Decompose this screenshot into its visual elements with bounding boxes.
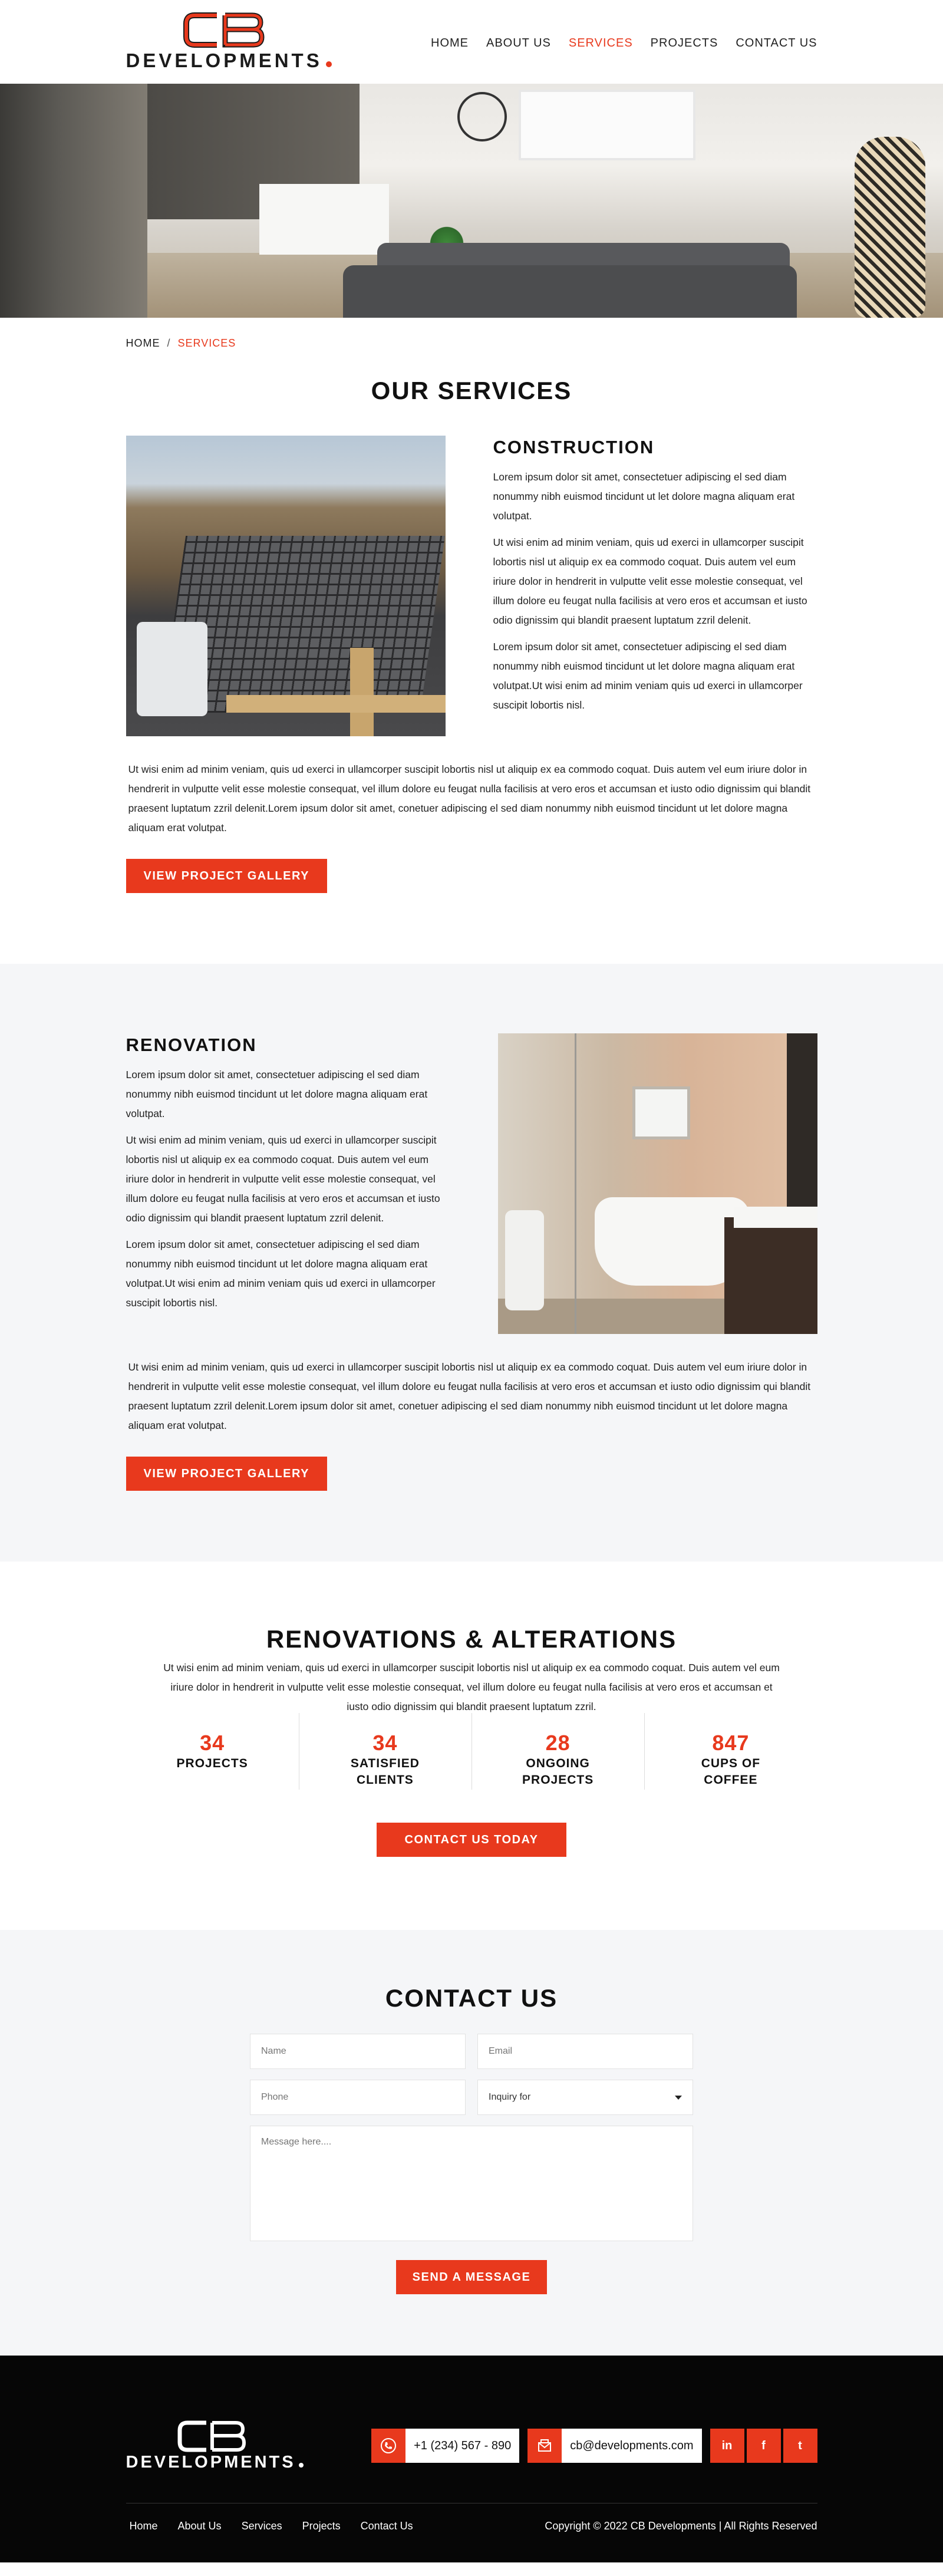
email-field[interactable] <box>477 2034 693 2069</box>
caret-down-icon <box>675 2096 682 2100</box>
footer-link-about-us[interactable]: About Us <box>177 2520 222 2532</box>
renovation-gallery-button[interactable]: VIEW PROJECT GALLERY <box>126 1457 328 1491</box>
construction-tank <box>137 622 207 716</box>
alterations-section <box>0 1562 943 1930</box>
nav-contact-us[interactable]: CONTACT US <box>736 36 817 50</box>
stat-label: SATISFIED CLIENTS <box>350 1757 420 1787</box>
site-footer <box>0 2356 943 2562</box>
bathroom-window <box>632 1086 690 1139</box>
stat-number: 34 <box>200 1731 225 1755</box>
stat-cups-of-coffee <box>644 1731 817 1788</box>
footer-nav <box>126 2520 413 2532</box>
breadcrumb-home[interactable]: HOME <box>126 337 160 349</box>
construction-section <box>0 405 943 964</box>
alterations-text: Ut wisi enim ad minim veniam, quis ud exerci in ullamcorper suscipit lobortis nisl ut aliquip ex ea commodo coquat. Duis autem vel eum iriure dolor in hendrerit in vulputte velit esse molestie consequat, vel illum dolore eu feugat nulla facilisis at vero eros et accumsan et iusto odio dignissim qui blandit praesent luptatum zzril. <box>163 1662 780 1712</box>
renovation-image <box>498 1033 817 1334</box>
construction-paragraph-2: Ut wisi enim ad minim veniam, quis ud exerci in ullamcorper suscipit lobortis nisl ut aliquip ex ea commodo coquat. Duis autem vel eum iriure dolor in hendrerit in vulputte velit esse molestie consequat, vel illum dolore eu feugat nulla facilisis at vero eros et accumsan et iusto odio dignissim qui blandit praesent luptatum zzril delenit. <box>493 536 807 626</box>
contact-form <box>250 2034 693 2294</box>
footer-logo-text: DEVELOPMENTS <box>126 2452 296 2472</box>
services-intro <box>0 318 943 405</box>
bathroom-glass <box>575 1033 576 1334</box>
phone-field[interactable] <box>250 2080 466 2115</box>
nav-home[interactable]: HOME <box>431 36 469 50</box>
main-nav <box>431 37 817 50</box>
footer-link-contact-us[interactable]: Contact Us <box>360 2520 413 2532</box>
facebook-icon[interactable]: f <box>747 2429 781 2463</box>
email-icon <box>527 2429 562 2463</box>
contact-section <box>0 1930 943 2356</box>
site-logo[interactable] <box>126 12 321 72</box>
copyright-text: Copyright © 2022 CB Developments | All Rights Reserved <box>545 2520 817 2532</box>
footer-email[interactable] <box>527 2429 701 2463</box>
alterations-title: RENOVATIONS & ALTERATIONS <box>266 1625 677 1653</box>
social-links <box>710 2429 817 2463</box>
construction-paragraph-3: Lorem ipsum dolor sit amet, consectetuer adipiscing el sed diam nonummy nibh euismod tincidunt ut let dolore magna aliquam erat volutpat.Ut wisi enim ad minim veniam quis ud exerci in ullamcorper suscipit lobortis nisl. <box>493 641 803 711</box>
construction-timber <box>350 648 374 736</box>
renovation-paragraph-2: Ut wisi enim ad minim veniam, quis ud exerci in ullamcorper suscipit lobortis nisl ut aliquip ex ea commodo coquat. Duis autem vel eum iriure dolor in hendrerit in vulputte velit esse molestie consequat, vel illum dolore eu feugat nulla facilisis at vero eros et accumsan et iusto odio dignissim qui blandit praesent luptatum zzril delenit. <box>126 1134 440 1224</box>
footer-phone-text: +1 (234) 567 - 890 <box>405 2429 519 2463</box>
bathroom-vanity <box>724 1217 817 1334</box>
stats-row <box>126 1731 817 1788</box>
bathroom-basin <box>734 1207 817 1228</box>
inquiry-select[interactable] <box>477 2080 693 2115</box>
footer-email-text: cb@developments.com <box>562 2429 701 2463</box>
logo-wordmark <box>126 50 332 72</box>
footer-logo-wordmark <box>126 2453 304 2472</box>
renovation-text <box>126 1033 450 1334</box>
footer-link-projects[interactable]: Projects <box>302 2520 341 2532</box>
inquiry-selected-value: Inquiry for <box>489 2092 531 2102</box>
hero-wall <box>0 84 147 318</box>
renovation-section <box>0 964 943 1562</box>
construction-image <box>126 436 446 736</box>
stat-label: PROJECTS <box>176 1757 248 1770</box>
footer-bottom <box>126 2503 817 2532</box>
construction-text <box>493 436 817 736</box>
construction-paragraph-1: Lorem ipsum dolor sit amet, consectetuer adipiscing el sed diam nonummy nibh euismod tincidunt ut let dolore magna aliquam erat volutpat. <box>493 471 795 522</box>
footer-top <box>126 2356 817 2479</box>
hero-window <box>519 90 695 160</box>
stat-number: 847 <box>712 1731 750 1755</box>
renovation-paragraph-3: Lorem ipsum dolor sit amet, consectetuer adipiscing el sed diam nonummy nibh euismod tincidunt ut let dolore magna aliquam erat volutpat.Ut wisi enim ad minim veniam quis ud exerci in ullamcorper suscipit lobortis nisl. <box>126 1238 436 1309</box>
site-header <box>0 0 943 84</box>
footer-phone[interactable] <box>371 2429 519 2463</box>
nav-projects[interactable]: PROJECTS <box>650 36 718 50</box>
cb-logo-mark-icon <box>177 2420 246 2453</box>
breadcrumb <box>126 318 817 350</box>
construction-row <box>126 436 817 736</box>
renovation-paragraph-1: Lorem ipsum dolor sit amet, consectetuer adipiscing el sed diam nonummy nibh euismod tincidunt ut let dolore magna aliquam erat volutpat. <box>126 1069 428 1119</box>
stat-label: ONGOING PROJECTS <box>522 1757 594 1787</box>
breadcrumb-separator: / <box>167 337 171 349</box>
renovation-full-text: Ut wisi enim ad minim veniam, quis ud exerci in ullamcorper suscipit lobortis nisl ut aliquip ex ea commodo coquat. Duis autem vel eum iriure dolor in hendrerit in vulputte velit esse molestie consequat, vel illum dolore eu feugat nulla facilisis at vero eros et accumsan et iusto odio dignissim qui blandit praesent luptatum zzril delenit.Lorem ipsum dolor sit amet, conetuer adipiscing el sed diam nonummy nibh euismod tincidunt ut let dolore magna aliquam erat volutpat. <box>128 1361 811 1431</box>
nav-services[interactable]: SERVICES <box>568 36 633 50</box>
stat-number: 34 <box>372 1731 398 1755</box>
cb-logo-mark-icon <box>183 12 265 48</box>
contact-us-today-button[interactable]: CONTACT US TODAY <box>377 1823 567 1857</box>
phone-input[interactable] <box>261 2092 454 2103</box>
bathroom-toilet <box>505 1210 544 1310</box>
contact-title: CONTACT US <box>385 1984 558 2012</box>
breadcrumb-current: SERVICES <box>177 337 236 349</box>
footer-link-home[interactable]: Home <box>129 2520 158 2532</box>
logo-dot <box>326 61 332 67</box>
bathroom-cabinet <box>787 1033 817 1210</box>
stat-satisfied-clients <box>299 1731 472 1788</box>
construction-timber-beam <box>226 695 446 713</box>
hero-banner-image <box>0 84 943 318</box>
message-input[interactable] <box>261 2137 682 2225</box>
footer-logo-dot <box>299 2463 304 2468</box>
footer-logo[interactable] <box>126 2420 304 2472</box>
name-input[interactable] <box>261 2046 454 2057</box>
construction-gallery-button[interactable]: VIEW PROJECT GALLERY <box>126 859 328 893</box>
stat-label: CUPS OF COFFEE <box>701 1757 761 1787</box>
logo-text: DEVELOPMENTS <box>126 50 322 71</box>
send-message-button[interactable]: SEND A MESSAGE <box>396 2260 548 2294</box>
linkedin-icon[interactable]: in <box>710 2429 744 2463</box>
page-title: OUR SERVICES <box>371 377 572 404</box>
construction-title: CONSTRUCTION <box>493 437 655 457</box>
email-input[interactable] <box>489 2046 682 2057</box>
twitter-icon[interactable]: t <box>783 2429 817 2463</box>
construction-full-text: Ut wisi enim ad minim veniam, quis ud exerci in ullamcorper suscipit lobortis nisl ut aliquip ex ea commodo coquat. Duis autem vel eum iriure dolor in hendrerit in vulputte velit esse molestie consequat, vel illum dolore eu feugat nulla facilisis at vero eros et accumsan et iusto odio dignissim qui blandit praesent luptatum zzril delenit.Lorem ipsum dolor sit amet, conetuer adipiscing el sed diam nonummy nibh euismod tincidunt ut let dolore magna aliquam erat volutpat. <box>128 763 811 834</box>
stat-number: 28 <box>545 1731 571 1755</box>
hero-lamp <box>855 137 925 318</box>
nav-about-us[interactable]: ABOUT US <box>486 36 551 50</box>
message-field[interactable] <box>250 2126 693 2241</box>
hero-clock <box>457 92 507 141</box>
footer-contacts <box>371 2429 817 2463</box>
renovation-title: RENOVATION <box>126 1035 257 1055</box>
phone-icon <box>371 2429 405 2463</box>
name-field[interactable] <box>250 2034 466 2069</box>
stat-ongoing-projects <box>472 1731 644 1788</box>
hero-sofa <box>343 265 797 318</box>
stat-projects <box>126 1731 299 1788</box>
renovation-row <box>126 1033 817 1334</box>
hero-kitchen-counter <box>259 184 389 255</box>
footer-link-services[interactable]: Services <box>241 2520 282 2532</box>
